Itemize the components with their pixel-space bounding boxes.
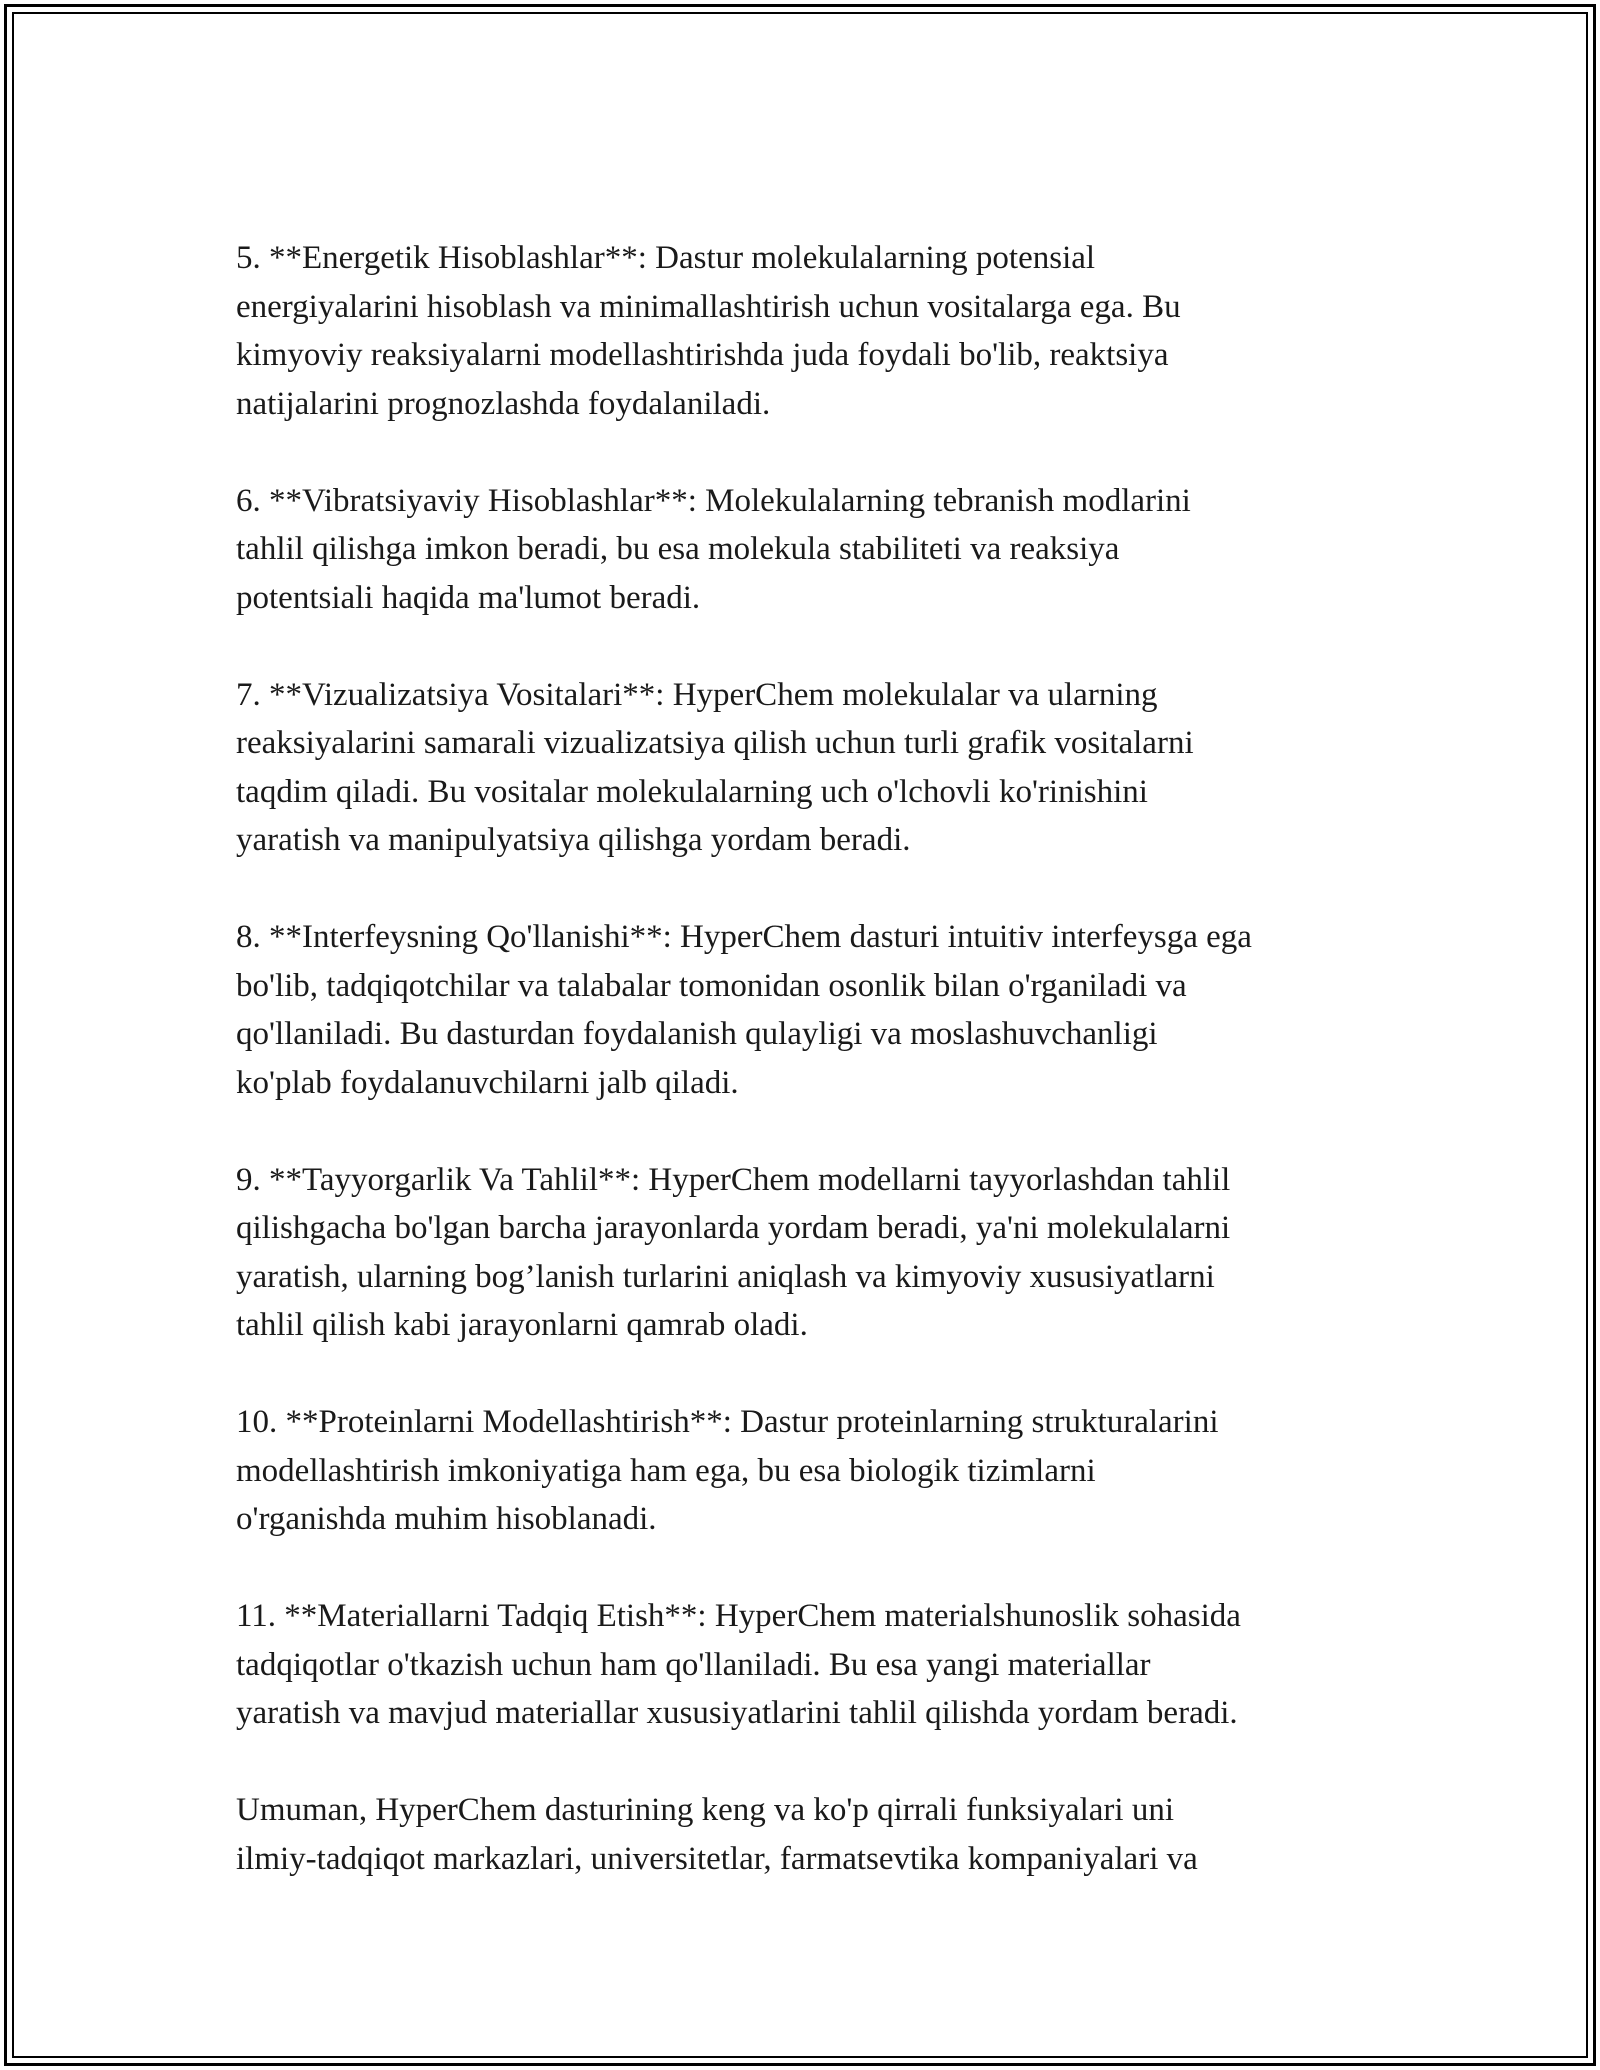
text-line: kimyoviy reaksiyalarni modellashtirishda juda foydali bo'lib, reaktsiya (236, 337, 1169, 373)
text-line: o'rganishda muhim hisoblanadi. (236, 1501, 657, 1537)
paragraph-9-tayyorgarlik (236, 1156, 1396, 1350)
text-line: energiyalarini hisoblash va minimallashtirish uchun vositalarga ega. Bu (236, 288, 1181, 325)
document-body (236, 234, 1396, 1932)
text-line: tadqiqotlar o'tkazish uchun ham qo'llaniladi. Bu esa yangi materiallar (236, 1646, 1151, 1683)
text-line: ko'plab foydalanuvchilarni jalb qiladi. (236, 1064, 739, 1101)
paragraph-8-interfeys (236, 913, 1396, 1107)
text-line: 7. **Vizualizatsiya Vositalari**: HyperChem molekulalar va ularning (236, 676, 1158, 713)
text-line: tahlil qilish kabi jarayonlarni qamrab oladi. (236, 1307, 808, 1343)
text-line: Umuman, HyperChem dasturining keng va ko'p qirrali funksiyalari uni (236, 1792, 1175, 1828)
text-line: qilishgacha bo'lgan barcha jarayonlarda yordam beradi, ya'ni molekulalarni (236, 1210, 1231, 1246)
text-line: natijalarini prognozlashda foydalaniladi. (236, 385, 771, 422)
text-line: bo'lib, tadqiqotchilar va talabalar tomonidan osonlik bilan o'rganiladi va (236, 967, 1187, 1004)
text-line: 11. **Materiallarni Tadqiq Etish**: HyperChem materialshunoslik sohasida (236, 1598, 1241, 1634)
text-line: modellashtirish imkoniyatiga ham ega, bu esa biologik tizimlarni (236, 1452, 1096, 1489)
paragraph-umuman (236, 1786, 1396, 1883)
text-line: tahlil qilishga imkon beradi, bu esa molekula stabiliteti va reaksiya (236, 531, 1120, 567)
text-line: 6. **Vibratsiyaviy Hisoblashlar**: Molekulalarning tebranish modlarini (236, 482, 1191, 519)
paragraph-11-materiallar (236, 1592, 1396, 1738)
text-line: 5. **Energetik Hisoblashlar**: Dastur molekulalarning potensial (236, 240, 1096, 276)
paragraph-5-energetik (236, 234, 1396, 428)
text-line: yaratish va manipulyatsiya qilishga yordam beradi. (236, 822, 911, 858)
text-line: reaksiyalarini samarali vizualizatsiya qilish uchun turli grafik vositalarni (236, 725, 1194, 761)
text-line: ilmiy-tadqiqot markazlari, universitetlar, farmatsevtika kompaniyalari va (236, 1840, 1198, 1877)
text-line: qo'llaniladi. Bu dasturdan foydalanish qulayligi va moslashuvchanligi (236, 1016, 1158, 1052)
text-line: yaratish va mavjud materiallar xususiyatlarini tahlil qilishda yordam beradi. (236, 1695, 1238, 1731)
paragraph-10-proteinlar (236, 1398, 1396, 1544)
text-line: 8. **Interfeysning Qo'llanishi**: HyperChem dasturi intuitiv interfeysga ega (236, 919, 1252, 955)
text-line: taqdim qiladi. Bu vositalar molekulalarning uch o'lchovli ko'rinishini (236, 773, 1148, 810)
text-line: potentsiali haqida ma'lumot beradi. (236, 579, 701, 616)
text-line: 10. **Proteinlarni Modellashtirish**: Dastur proteinlarning strukturalarini (236, 1404, 1219, 1440)
text-line: yaratish, ularning bog’lanish turlarini aniqlash va kimyoviy xususiyatlarni (236, 1258, 1215, 1295)
paragraph-7-vizualizatsiya (236, 671, 1396, 865)
paragraph-6-vibratsiyaviy (236, 477, 1396, 623)
text-line: 9. **Tayyorgarlik Va Tahlil**: HyperChem modellarni tayyorlashdan tahlil (236, 1161, 1231, 1198)
